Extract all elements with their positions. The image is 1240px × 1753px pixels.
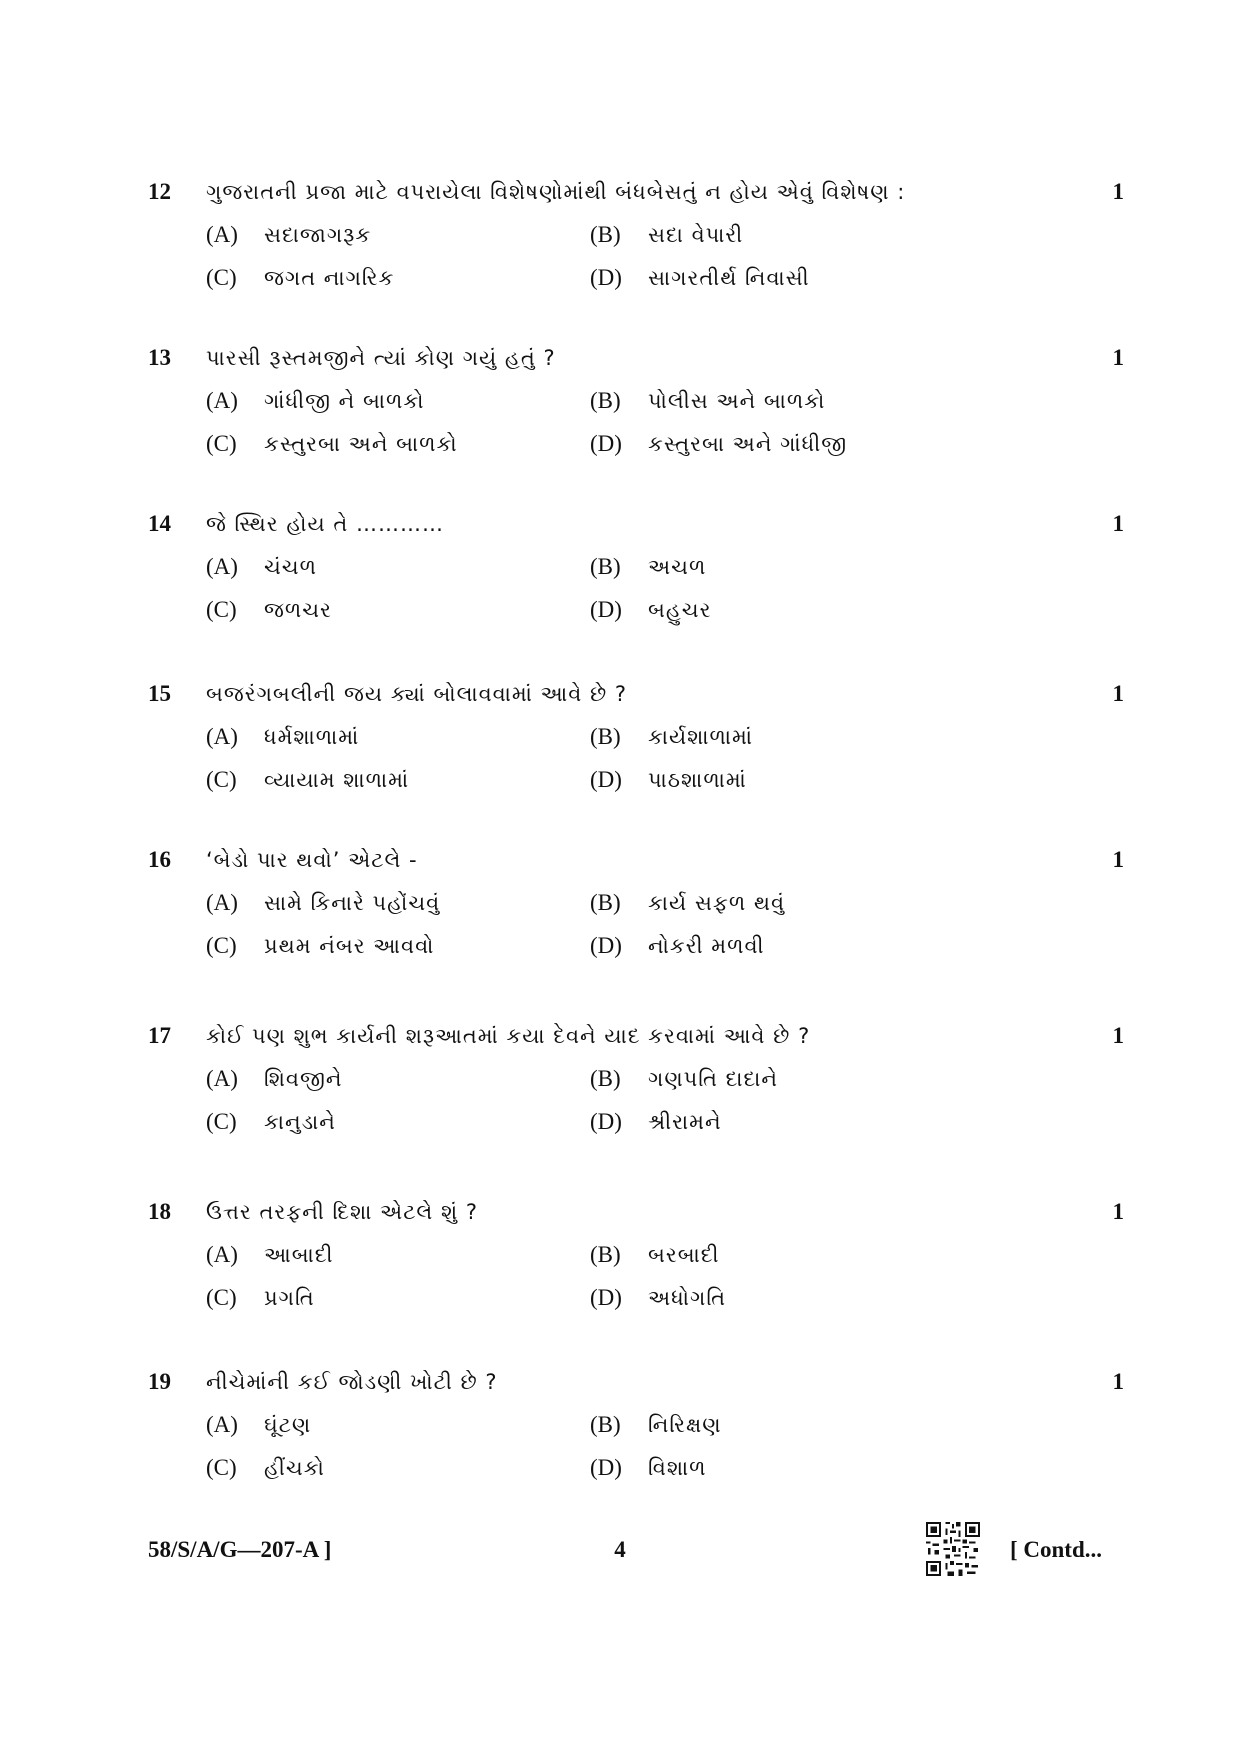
option-text: સદા વેપારી (648, 223, 744, 247)
option-text: ઘૂંટણ (264, 1413, 312, 1437)
question-14 (0, 509, 1240, 649)
question-text: પારસી રૂસ્તમજીને ત્યાં કોણ ગયું હતું ? (206, 346, 556, 370)
option-label: (C) (206, 265, 237, 290)
option-label: (D) (590, 767, 622, 792)
question-16 (0, 845, 1240, 985)
option-text: કસ્તુરબા અને ગાંધીજી (648, 432, 848, 456)
option-text: ચંચળ (264, 555, 317, 579)
question-17 (0, 1021, 1240, 1161)
question-marks: 1 (1112, 847, 1124, 872)
option-label: (D) (590, 597, 622, 622)
option-label: (D) (590, 265, 622, 290)
question-marks: 1 (1112, 681, 1124, 706)
paper-code: 58/S/A/G—207-A ] (148, 1537, 332, 1562)
question-number: 12 (148, 179, 171, 204)
option-text: ધર્મશાળામાં (264, 725, 360, 749)
continued-label: [ Contd... (1010, 1537, 1103, 1562)
option-text: સદાજાગરૂક (264, 223, 372, 247)
option-text: બરબાદી (648, 1243, 720, 1267)
option-label: (B) (590, 724, 621, 749)
option-label: (D) (590, 431, 622, 456)
option-text: કાર્યશાળામાં (648, 725, 754, 749)
option-text: જગત નાગરિક (264, 266, 395, 290)
option-text: કસ્તુરબા અને બાળકો (264, 432, 458, 456)
option-text: હીંચકો (264, 1456, 325, 1480)
question-19 (0, 1367, 1240, 1507)
option-label: (A) (206, 222, 238, 247)
option-text: બહુચર (648, 598, 712, 622)
option-label: (C) (206, 597, 237, 622)
option-label: (B) (590, 1412, 621, 1437)
question-text: કોઈ પણ શુભ કાર્યની શરૂઆતમાં કયા દેવને યાદ કરવામાં આવે છે ? (206, 1024, 811, 1048)
option-label: (A) (206, 1242, 238, 1267)
option-label: (C) (206, 1285, 237, 1310)
question-15 (0, 679, 1240, 819)
option-label: (B) (590, 222, 621, 247)
option-text: શ્રીરામને (648, 1110, 722, 1134)
option-label: (B) (590, 554, 621, 579)
option-label: (D) (590, 1285, 622, 1310)
question-number: 16 (148, 847, 171, 872)
question-text: બજરંગબલીની જય ક્યાં બોલાવવામાં આવે છે ? (206, 682, 628, 706)
page-number: 4 (614, 1537, 626, 1562)
option-label: (A) (206, 1066, 238, 1091)
option-text: અચળ (648, 555, 707, 579)
option-label: (C) (206, 1109, 237, 1134)
option-label: (A) (206, 890, 238, 915)
option-label: (A) (206, 554, 238, 579)
question-marks: 1 (1112, 1023, 1124, 1048)
question-13 (0, 343, 1240, 483)
question-text: ‘બેડો પાર થવો’ એટલે - (206, 848, 418, 872)
option-label: (A) (206, 1412, 238, 1437)
question-text: ઉત્તર તરફની દિશા એટલે શું ? (206, 1200, 478, 1224)
option-label: (C) (206, 933, 237, 958)
option-label: (C) (206, 1455, 237, 1480)
option-label: (C) (206, 431, 237, 456)
option-label: (A) (206, 388, 238, 413)
question-marks: 1 (1112, 1369, 1124, 1394)
option-text: પોલીસ અને બાળકો (648, 389, 826, 413)
question-number: 14 (148, 511, 171, 536)
option-text: અધોગતિ (648, 1286, 727, 1310)
option-text: જળચર (264, 598, 332, 622)
option-label: (D) (590, 933, 622, 958)
question-number: 18 (148, 1199, 171, 1224)
option-text: સાગરતીર્થ નિવાસી (648, 266, 810, 290)
question-number: 15 (148, 681, 171, 706)
question-marks: 1 (1112, 1199, 1124, 1224)
question-number: 13 (148, 345, 171, 370)
option-label: (B) (590, 388, 621, 413)
option-label: (D) (590, 1455, 622, 1480)
option-label: (D) (590, 1109, 622, 1134)
option-text: વિશાળ (648, 1456, 707, 1480)
question-text: ગુજરાતની પ્રજા માટે વપરાયેલા વિશેષણોમાંથી બંધબેસતું ન હોય એવું વિશેષણ : (206, 180, 906, 204)
option-text: કાર્ય સફળ થવું (648, 891, 786, 915)
option-text: સામે કિનારે પહોંચવું (264, 891, 441, 915)
option-label: (B) (590, 1242, 621, 1267)
option-text: ગણપતિ દાદાને (648, 1067, 779, 1091)
question-marks: 1 (1112, 511, 1124, 536)
option-text: નિરિક્ષણ (648, 1413, 722, 1437)
option-text: વ્યાયામ શાળામાં (264, 768, 410, 792)
question-number: 19 (148, 1369, 171, 1394)
option-text: પ્રગતિ (264, 1286, 315, 1310)
option-text: આબાદી (264, 1243, 334, 1267)
question-text: નીચેમાંની કઈ જોડણી ખોટી છે ? (206, 1370, 498, 1394)
option-text: પાઠશાળામાં (648, 768, 747, 792)
option-text: કાનુડાને (264, 1110, 336, 1134)
question-18 (0, 1197, 1240, 1337)
option-label: (B) (590, 890, 621, 915)
qr-code-icon (926, 1522, 980, 1576)
option-text: પ્રથમ નંબર આવવો (264, 934, 435, 958)
question-marks: 1 (1112, 345, 1124, 370)
option-text: ગાંધીજી ને બાળકો (264, 389, 425, 413)
option-text: શિવજીને (264, 1067, 343, 1091)
option-label: (C) (206, 767, 237, 792)
question-text: જે સ્થિર હોય તે ………… (206, 512, 444, 536)
option-label: (A) (206, 724, 238, 749)
question-12 (0, 177, 1240, 317)
option-text: નોકરી મળવી (648, 934, 765, 958)
question-number: 17 (148, 1023, 171, 1048)
option-label: (B) (590, 1066, 621, 1091)
question-marks: 1 (1112, 179, 1124, 204)
